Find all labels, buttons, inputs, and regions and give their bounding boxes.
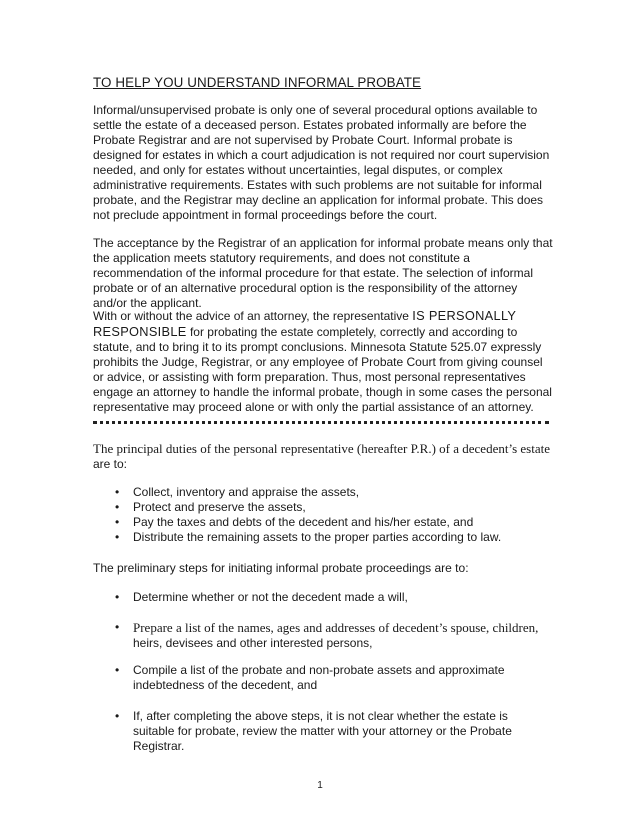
bullet-icon: • [115,663,120,677]
bullet-icon: • [115,620,120,634]
step-text: Determine whether or not the decedent made a will, [133,590,408,604]
duty-text: Pay the taxes and debts of the decedent and his/her estate, and [133,515,474,529]
duty-text: Protect and preserve the assets, [133,500,306,514]
paragraph-personal-responsibility [93,308,553,415]
bullet-icon: • [115,709,120,723]
personally-responsible-emphasis: IS PERSONALLY RESPONSIBLE [93,308,517,339]
paragraph-registrar-acceptance: The acceptance by the Registrar of an application for informal probate means only that the application meets statutory requirements, and does not constitute a recommendation of the informal procedure for that estate. The selection of informal probate or of an alternative procedural option is the responsibility of the attorney and/or the applicant. [93,236,553,310]
step-text: Compile a list of the probate and non-probate assets and approximate indebtedness of the decedent, and [133,663,505,692]
duty-text: Collect, inventory and appraise the assets, [133,485,360,499]
duty-text: Distribute the remaining assets to the proper parties according to law. [133,530,502,544]
page-title: TO HELP YOU UNDERSTAND INFORMAL PROBATE [93,75,422,90]
p3-text-after: for probating the estate completely, correctly and according to statute, and to bring it to its prompt conclusions. Minnesota Statute 525.07 expressly prohibits the Judge, Registrar, or any employee of Probate Court from giving counsel or advice, or assisting with form preparation. Thus, most personal representatives engage an attorney to handle the informal probate, though in some cases the personal representative may proceed alone or with only the partial assistance of an attorney. [93,325,552,414]
list-item-duty [115,530,553,545]
page-number: 1 [317,780,323,791]
step-text-sans: heirs, devisees and other interested persons, [133,636,373,650]
paragraph-preliminary-steps: The preliminary steps for initiating informal probate proceedings are to: [93,561,469,575]
dotted-separator [93,421,549,424]
bullet-icon: • [115,485,120,499]
list-item-step [115,620,553,651]
list-item-step [115,709,528,754]
list-item-step [115,663,533,693]
bullet-icon: • [115,515,120,529]
list-item-duty [115,515,553,530]
paragraph-informal-probate-overview: Informal/unsupervised probate is only one of several procedural options available to settle the estate of a deceased person. Estates probated informally are before the Probate Registrar and are not supervised by Probate Court. Informal probate is designed for estates in which a court adjudication is not required nor court supervision needed, and only for estates without uncertainties, legal disputes, or complex administrative requirements. Estates with such problems are not suitable for informal probate, and the Registrar may decline an application for informal probate. This does not preclude appointment in formal proceedings before the court. [93,103,550,222]
bullet-icon: • [115,530,120,544]
paragraph-principal-duties [93,441,555,472]
bullet-icon: • [115,590,120,604]
bullet-icon: • [115,500,120,514]
step-text: If, after completing the above steps, it is not clear whether the estate is suitable for probate, review the matter with your attorney or the Probate Registrar. [133,709,512,753]
list-item-duty [115,500,553,515]
p3-text-before: With or without the advice of an attorney, the representative [93,309,413,323]
p4-sans-text: are to: [93,457,128,471]
p4-serif-text: The principal duties of the personal representative (hereafter P.R.) of a decedent’s estate [93,441,550,456]
list-item-duty [115,485,553,500]
step-text-serif: Prepare a list of the names, ages and addresses of decedent’s spouse, children, [133,620,539,635]
list-item-step [115,590,553,605]
